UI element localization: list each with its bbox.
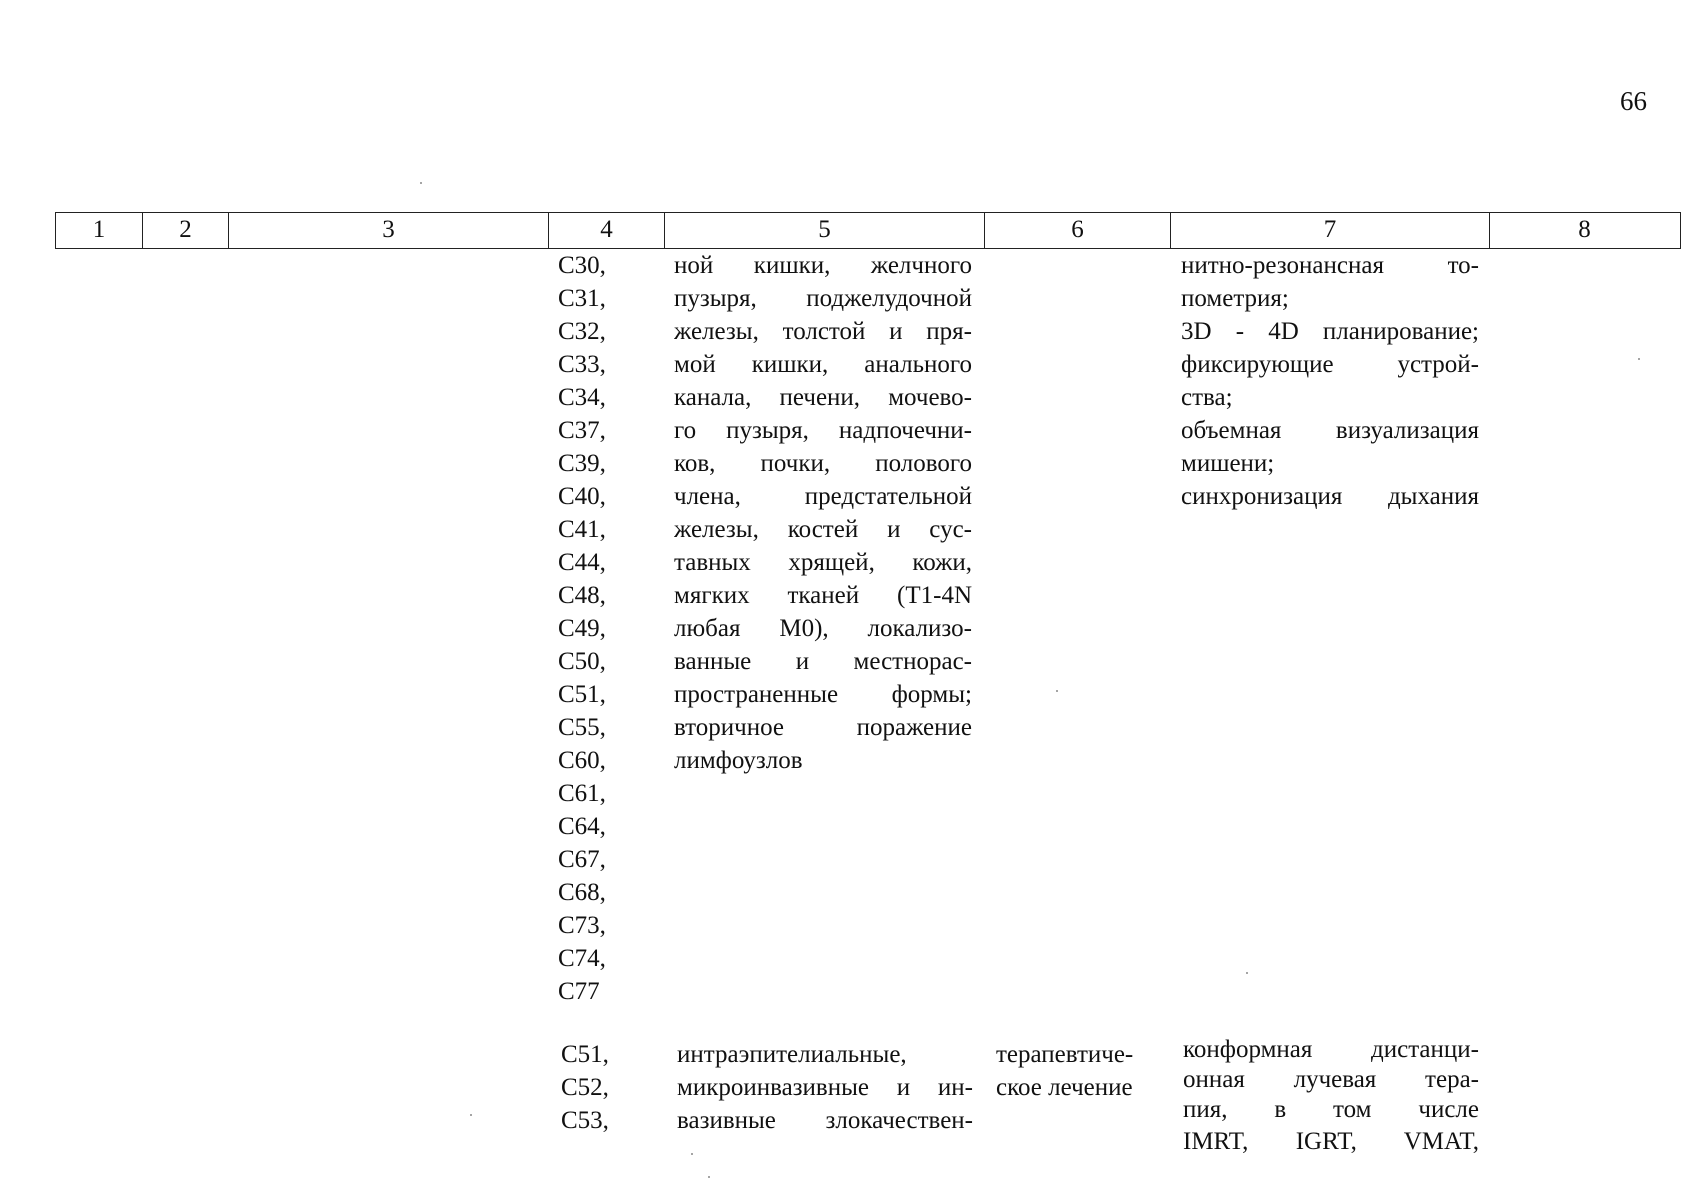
description-line: интраэпителиальные, <box>677 1041 907 1068</box>
header-col-1: 1 <box>56 213 143 248</box>
method-line: IMRT, IGRT, VMAT, <box>1183 1128 1479 1155</box>
treatment-type-block-2 <box>996 1038 1156 1104</box>
diagnosis-code: C52, <box>561 1074 609 1101</box>
diagnosis-code: C33, <box>558 351 606 378</box>
diagnosis-code: C49, <box>558 615 606 642</box>
description-line: вторичное поражение <box>674 714 972 741</box>
header-col-5: 5 <box>665 213 985 248</box>
method-line: объемная визуализация <box>1181 417 1479 444</box>
diagnosis-code: C64, <box>558 813 606 840</box>
description-line: пузыря, поджелудочной <box>674 285 972 312</box>
method-line: мишени; <box>1181 450 1275 477</box>
diagnosis-code: C77 <box>558 978 600 1005</box>
disease-description-block-1 <box>674 249 972 777</box>
description-line: го пузыря, надпочечни- <box>674 417 972 444</box>
method-line: онная лучевая тера- <box>1183 1066 1479 1093</box>
header-col-3: 3 <box>229 213 549 248</box>
header-col-6: 6 <box>985 213 1171 248</box>
diagnosis-code: C39, <box>558 450 606 477</box>
method-line: 3D - 4D планирование; <box>1181 318 1479 345</box>
method-line: фиксирующие устрой- <box>1181 351 1479 378</box>
description-line: члена, предстательной <box>674 483 972 510</box>
description-line: тавных хрящей, кожи, <box>674 549 972 576</box>
scan-speck <box>1246 972 1248 974</box>
method-line: синхронизация дыхания <box>1181 483 1479 510</box>
treatment-type-line: ское лечение <box>996 1074 1133 1101</box>
method-line: пия, в том числе <box>1183 1096 1479 1123</box>
diagnosis-code: C37, <box>558 417 606 444</box>
method-line: пометрия; <box>1181 285 1289 312</box>
description-line: микроинвазивные и ин- <box>677 1074 973 1101</box>
description-line: канала, печени, мочево- <box>674 384 972 411</box>
treatment-type-line: терапевтиче- <box>996 1041 1134 1068</box>
diagnosis-code: C50, <box>558 648 606 675</box>
diagnosis-code: C60, <box>558 747 606 774</box>
diagnosis-code: C55, <box>558 714 606 741</box>
diagnosis-code: C51, <box>558 681 606 708</box>
diagnosis-code: C34, <box>558 384 606 411</box>
diagnosis-code: C51, <box>561 1041 609 1068</box>
diagnosis-code: C31, <box>558 285 606 312</box>
diagnosis-code: C67, <box>558 846 606 873</box>
scan-speck <box>708 1176 710 1178</box>
description-line: лимфоузлов <box>674 747 803 774</box>
codes-column-block-2 <box>561 1038 631 1137</box>
scan-speck <box>470 1114 472 1116</box>
treatment-method-block-2 <box>1183 1035 1479 1158</box>
description-line: пространенные формы; <box>674 681 972 708</box>
method-line: ства; <box>1181 384 1233 411</box>
diagnosis-code: C44, <box>558 549 606 576</box>
codes-column-block-1 <box>558 249 628 1008</box>
method-line: нитно-резонансная то- <box>1181 252 1479 279</box>
diagnosis-code: C48, <box>558 582 606 609</box>
diagnosis-code: C61, <box>558 780 606 807</box>
scan-speck <box>691 1153 693 1155</box>
scan-speck <box>1056 690 1058 692</box>
diagnosis-code: C73, <box>558 912 606 939</box>
description-line: железы, толстой и пря- <box>674 318 972 345</box>
description-line: мягких тканей (T1-4N <box>674 582 972 609</box>
page-number: 66 <box>1620 86 1647 116</box>
description-line: железы, костей и сус- <box>674 516 972 543</box>
diagnosis-code: C30, <box>558 252 606 279</box>
treatment-method-block-1 <box>1181 249 1479 513</box>
header-col-7: 7 <box>1171 213 1490 248</box>
method-line: конформная дистанци- <box>1183 1036 1479 1063</box>
description-line: ванные и местнорас- <box>674 648 972 675</box>
header-col-8: 8 <box>1578 216 1591 243</box>
scan-speck <box>420 182 422 184</box>
scan-speck <box>1638 358 1640 360</box>
description-line: ной кишки, желчного <box>674 252 972 279</box>
header-col-4: 4 <box>549 213 665 248</box>
description-line: ков, почки, полового <box>674 450 972 477</box>
description-line: мой кишки, анального <box>674 351 972 378</box>
diagnosis-code: C41, <box>558 516 606 543</box>
table-header-row <box>55 212 1681 249</box>
diagnosis-code: C68, <box>558 879 606 906</box>
description-line: вазивные злокачествен- <box>677 1107 973 1134</box>
diagnosis-code: C74, <box>558 945 606 972</box>
header-col-2: 2 <box>143 213 229 248</box>
description-line: любая M0), локализо- <box>674 615 972 642</box>
diagnosis-code: C32, <box>558 318 606 345</box>
diagnosis-code: C53, <box>561 1107 609 1134</box>
disease-description-block-2 <box>677 1038 973 1137</box>
diagnosis-code: C40, <box>558 483 606 510</box>
